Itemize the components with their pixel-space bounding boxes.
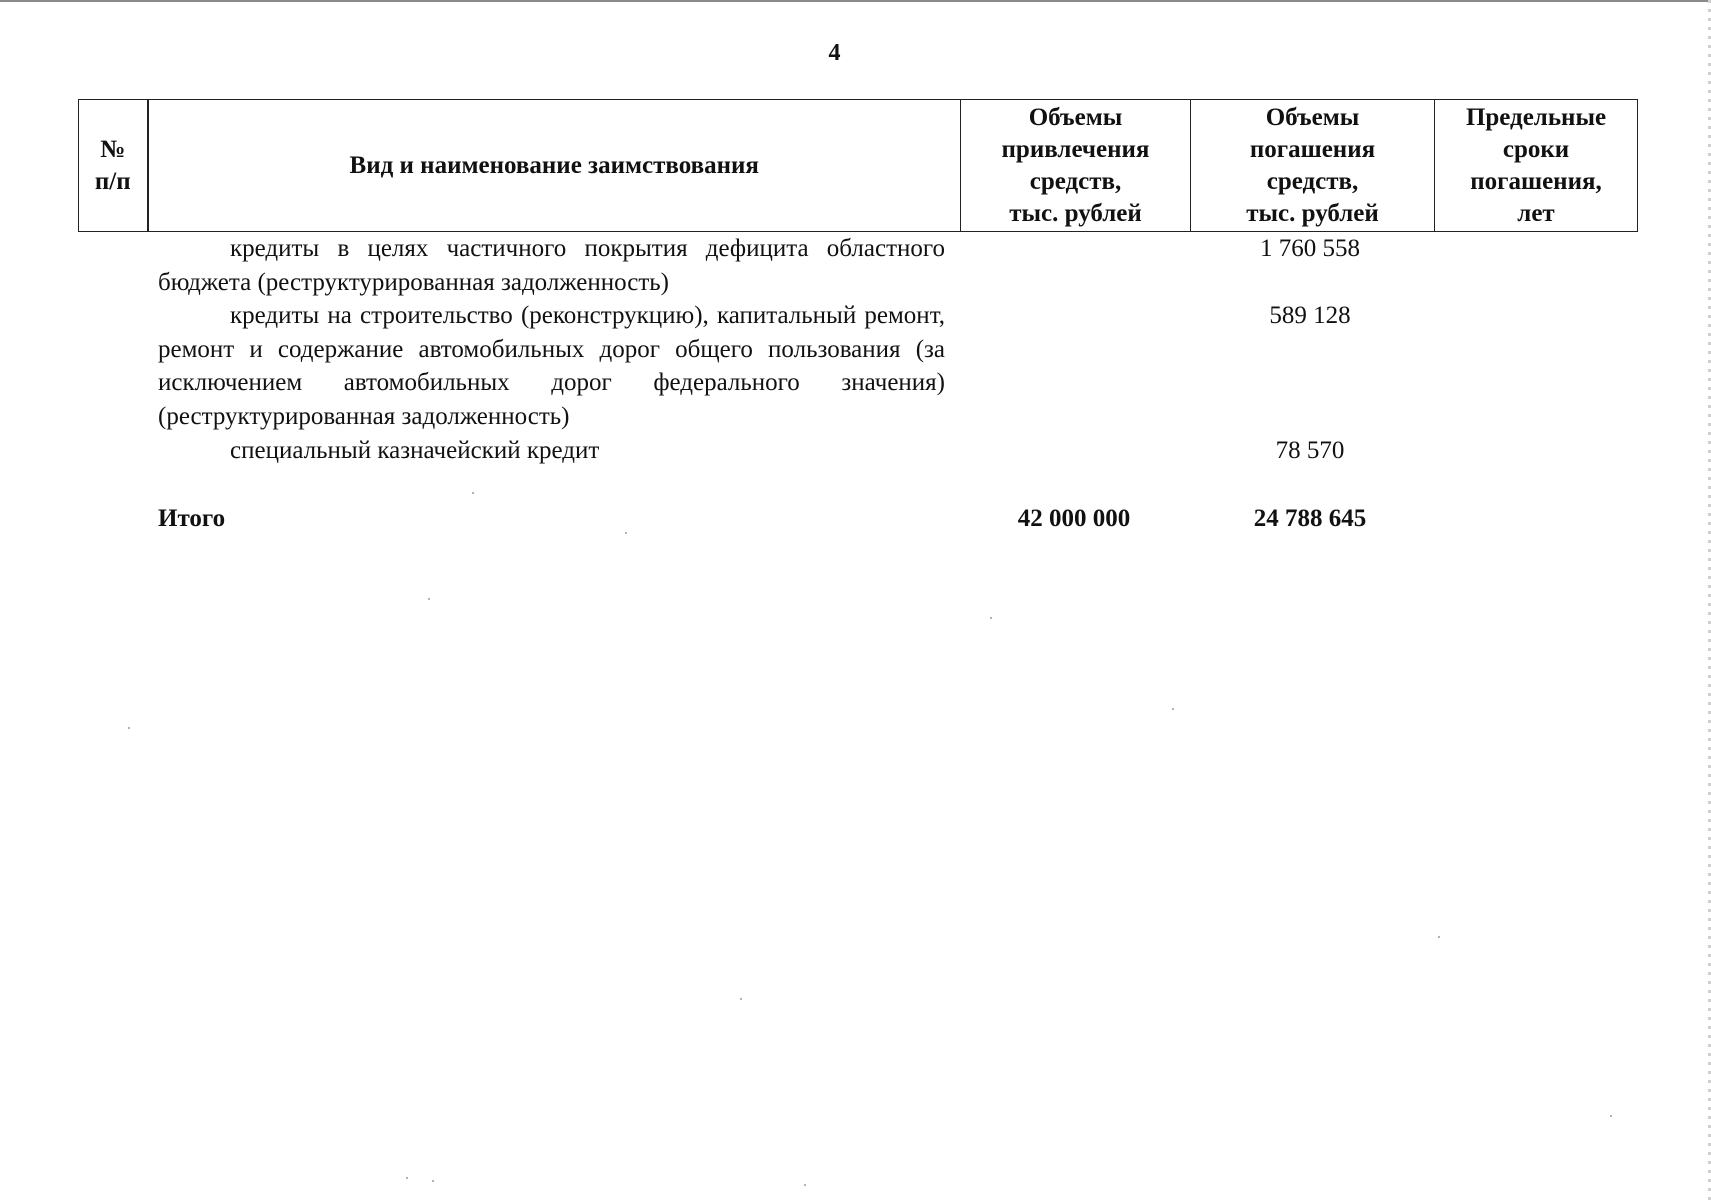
- row-description: кредиты в целях частичного покрытия дефицита областного бюджета (реструктурированная задолженность): [158, 235, 945, 296]
- header-term: Предельные сроки погашения, лет: [1435, 100, 1638, 232]
- scan-speck: [1172, 708, 1174, 710]
- row-repay-value: 1 760 558: [1260, 235, 1360, 262]
- scan-speck: [428, 598, 430, 600]
- scan-speck: [740, 998, 742, 1000]
- header-borrow-volume: Объемы привлечения средств, тыс. рублей: [961, 100, 1191, 232]
- total-label: Итого: [158, 505, 226, 532]
- row-description: специальный казначейский кредит: [230, 437, 600, 464]
- header-number: № п/п: [79, 100, 148, 232]
- row-description: кредиты на строительство (реконструкцию), капитальный ремонт, ремонт и содержание автомобильных дорог общего пользования (за исключением автомобильных дорог федерального значения) (реструктурированная задолженность): [158, 302, 945, 430]
- scan-speck: [472, 492, 474, 494]
- scan-speck: [1438, 936, 1440, 938]
- borrowings-table-header: [78, 99, 1638, 232]
- scan-speck: [406, 1177, 408, 1179]
- scan-speck: [625, 532, 627, 534]
- page-number: 4: [828, 40, 841, 66]
- header-row: [79, 100, 1638, 232]
- scan-speck: [128, 727, 130, 729]
- header-repay-volume: Объемы погашения средств, тыс. рублей: [1191, 100, 1435, 232]
- row-repay-value: 78 570: [1275, 437, 1345, 464]
- row-repay-value: 589 128: [1269, 302, 1351, 329]
- total-borrow-value: 42 000 000: [1017, 505, 1131, 532]
- header-description: Вид и наименование заимствования: [148, 100, 961, 232]
- scan-speck: [804, 1184, 806, 1186]
- scan-speck: [1610, 1115, 1612, 1117]
- total-repay-value: 24 788 645: [1253, 505, 1367, 532]
- scan-top-rule: [0, 0, 1711, 2]
- scan-speck: [990, 617, 992, 619]
- scan-speck: [432, 1180, 434, 1182]
